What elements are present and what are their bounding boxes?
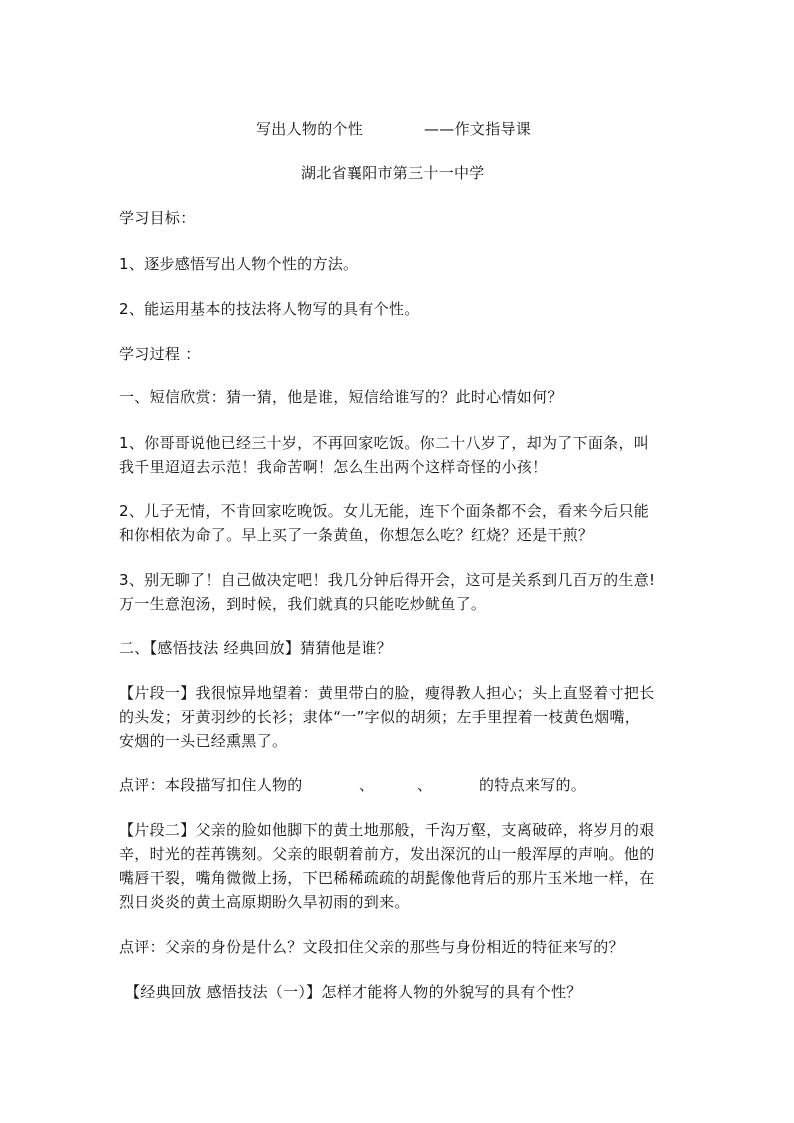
section-3-heading: 【经典回放 感悟技法（一）】怎样才能将人物的外貌写的具有个性？ — [125, 983, 582, 1001]
excerpt-2-line-1: 【片段二】父亲的脸如他脚下的黄土地那般，千沟万壑，支离破碎，将岁月的艰 — [119, 821, 655, 839]
objective-1: 1、逐步感悟写出人物个性的方法。 — [119, 255, 359, 273]
comment-1-separator-2: 、 — [417, 776, 433, 794]
sms-2-line-2: 和你相依为命了。早上买了一条黄鱼，你想怎么吃？红烧？还是干煎？ — [119, 526, 594, 544]
excerpt-1-line-2: 的头发；牙黄羽纱的长衫；隶体“一”字似的胡须；左手里捏着一枝黄色烟嘴， — [119, 708, 641, 726]
section-2-heading: 二、【感悟技法 经典回放】猜猜他是谁？ — [119, 639, 392, 657]
section-1-heading: 一、短信欣赏：猜一猜，他是谁，短信给谁写的？此时心情如何？ — [119, 388, 563, 406]
sms-3-line-2: 万一生意泡汤，到时候，我们就真的只能吃炒鱿鱼了。 — [119, 595, 487, 613]
excerpt-1-line-3: 安烟的一头已经熏黑了。 — [119, 732, 288, 750]
comment-1-lead: 点评：本段描写扣住人物的 — [119, 776, 303, 794]
comment-2: 点评：父亲的身份是什么？文段扣住父亲的那些与身份相近的特征来写的？ — [119, 938, 624, 956]
sms-3-line-1: 3、别无聊了！自己做决定吧！我几分钟后得开会，这可是关系到几百万的生意! — [119, 571, 656, 589]
comment-1-tail: 的特点来写的。 — [479, 776, 587, 794]
objectives-heading: 学习目标： — [119, 209, 196, 227]
objective-2: 2、能运用基本的技法将人物写的具有个性。 — [119, 300, 420, 318]
excerpt-2-line-3: 嘴唇干裂，嘴角微微上扬，下巴稀稀疏疏的胡髭像他背后的那片玉米地一样，在 — [119, 869, 655, 887]
excerpt-2-line-2: 辛，时光的茬苒镌刻。父亲的眼朝着前方，发出深沉的山一般浑厚的声响。他的 — [119, 845, 655, 863]
process-heading: 学习过程 ： — [119, 345, 201, 363]
comment-1-separator-1: 、 — [359, 776, 375, 794]
sms-1-line-2: 我千里迢迢去示范！我命苦啊！怎么生出两个这样奇怪的小孩！ — [119, 458, 548, 476]
school-name: 湖北省襄阳市第三十一中学 — [301, 164, 485, 182]
sms-2-line-1: 2、儿子无情，不肯回家吃晚饭。女儿无能，连下个面条都不会，看来今后只能 — [119, 502, 650, 520]
sms-1-line-1: 1、你哥哥说他已经三十岁，不再回家吃饭。你二十八岁了，却为了下面条，叫 — [119, 434, 650, 452]
page-subtitle: ——作文指导课 — [424, 120, 532, 138]
excerpt-1-line-1: 【片段一】我很惊异地望着：黄里带白的脸，瘦得教人担心；头上直竖着寸把长 — [119, 684, 655, 702]
excerpt-2-line-4: 烈日炎炎的黄土高原期盼久旱初雨的到来。 — [119, 893, 410, 911]
page-title: 写出人物的个性 — [256, 120, 364, 138]
